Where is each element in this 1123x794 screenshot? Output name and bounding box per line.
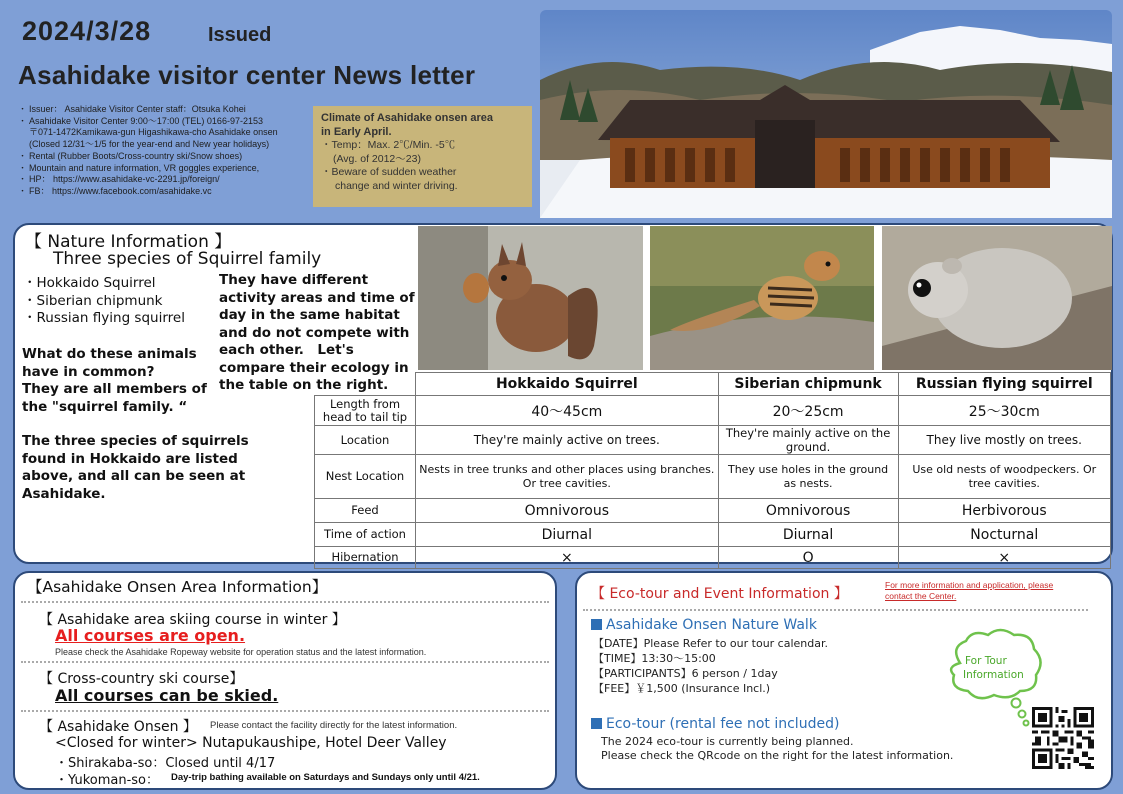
table-cell: Diurnal bbox=[718, 523, 898, 547]
table-cell: 20～25cm bbox=[718, 396, 898, 426]
hours-line: ・ Asahidake Visitor Center 9:00～17:00 (TEL) 0166-97-2153 bbox=[18, 116, 318, 128]
table-cell: They're mainly active on the ground. bbox=[718, 426, 898, 455]
divider bbox=[21, 661, 549, 663]
onsen-facility-note: Please contact the facility directly for the latest information. bbox=[210, 720, 458, 731]
table-cell: 25～30cm bbox=[898, 396, 1110, 426]
eco-tour-planning: The 2024 eco-tour is currently being planned. bbox=[601, 735, 854, 748]
row-label: Nest Location bbox=[315, 455, 416, 499]
nature-subheader: Three species of Squirrel family bbox=[53, 249, 322, 269]
issuer-line: ・ Issuer： Asahidake Visitor Center staff：Otsuka Kohei bbox=[18, 104, 318, 116]
issue-date: 2024/3/28 bbox=[22, 16, 152, 46]
walk-date: 【DATE】Please Refer to our tour calendar. bbox=[593, 637, 828, 650]
yukoman-label: ・Yukoman-so： bbox=[55, 773, 159, 788]
row-label: Time of action bbox=[315, 523, 416, 547]
table-cell: Diurnal bbox=[416, 523, 719, 547]
species-item: ・Siberian chipmunk bbox=[23, 292, 163, 309]
table-cell: × bbox=[416, 547, 719, 569]
bubble-text: For Tour bbox=[965, 655, 1007, 667]
species-item: ・Russian flying squirrel bbox=[23, 310, 185, 326]
climate-beware-2: change and winter driving. bbox=[335, 179, 458, 192]
climate-title-2: in Early April. bbox=[321, 126, 392, 138]
onsen-header: 【Asahidake Onsen Area Information】 bbox=[27, 578, 328, 596]
common-question-text: What do these animals have in common? bbox=[22, 346, 197, 380]
eco-tour-panel bbox=[575, 571, 1113, 790]
nature-walk-title bbox=[591, 617, 817, 633]
table-cell: Herbivorous bbox=[898, 499, 1110, 523]
page-title: Asahidake visitor center News letter bbox=[18, 60, 476, 90]
table-cell: × bbox=[898, 547, 1110, 569]
walk-time: 【TIME】13:30～15:00 bbox=[593, 652, 716, 665]
common-answer-text: They are all members of the "squirrel family. “ bbox=[22, 381, 207, 415]
climate-title: Climate of Asahidake onsen area bbox=[321, 112, 493, 124]
table-cell: Nocturnal bbox=[898, 523, 1110, 547]
table-cell: They use holes in the ground as nests. bbox=[718, 455, 898, 499]
shirakaba-status: ・Shirakaba-so：Closed until 4/17 bbox=[55, 756, 276, 771]
ropeway-note: Please check the Asahidake Ropeway website for operation status and the latest information. bbox=[55, 647, 427, 657]
column-header: Russian flying squirrel bbox=[898, 373, 1110, 396]
onsen-info-panel bbox=[13, 571, 557, 790]
table-cell: Omnivorous bbox=[416, 499, 719, 523]
nature-header: 【 Nature Information 】 bbox=[25, 232, 232, 252]
bubble-text-2: Information bbox=[963, 669, 1024, 681]
table-header-row bbox=[315, 373, 1111, 396]
xc-ski-status: All courses can be skied. bbox=[55, 686, 279, 705]
climate-beware: ・Beware of sudden weather bbox=[321, 166, 457, 178]
table-row bbox=[315, 523, 1111, 547]
eco-header: 【 Eco-tour and Event Information 】 bbox=[591, 586, 848, 602]
yukoman-note: Day-trip bathing available on Saturdays and Sundays only until 4/21. bbox=[171, 772, 480, 783]
nature-info-panel bbox=[13, 223, 1113, 564]
hokkaido-squirrel-photo bbox=[418, 226, 643, 370]
eco-tour-qr-note: Please check the QRcode on the right for the latest information. bbox=[601, 749, 954, 762]
eco-tour-title-text: Eco-tour (rental fee not included) bbox=[606, 716, 840, 732]
issuer-info-list bbox=[18, 104, 318, 198]
services-line: ・ Mountain and nature information, VR goggles experience, bbox=[18, 163, 318, 175]
bullet-square-icon bbox=[591, 718, 602, 729]
climate-box bbox=[313, 106, 532, 207]
table-corner bbox=[315, 373, 416, 396]
squirrel-comparison-table bbox=[314, 372, 1111, 569]
eco-tour-title bbox=[591, 716, 839, 732]
table-cell: They live mostly on trees. bbox=[898, 426, 1110, 455]
table-cell: Omnivorous bbox=[718, 499, 898, 523]
xc-ski-title: 【 Cross-country ski course】 bbox=[39, 671, 244, 687]
address-line: 〒071-1472Kamikawa-gun Higashikawa-cho Asahidake onsen bbox=[29, 127, 278, 138]
ski-course-title: 【 Asahidake area skiing course in winter 】 bbox=[39, 612, 346, 628]
activity-description: They have different activity areas and time of day in the same habitat and do not compete with each other. Let's compare their ecology in the table on the right. bbox=[219, 272, 415, 393]
common-question bbox=[22, 346, 222, 416]
facebook-link[interactable]: ・ FB： https://www.facebook.com/asahidake.vc bbox=[18, 186, 318, 198]
column-header: Siberian chipmunk bbox=[718, 373, 898, 396]
russian-flying-squirrel-photo bbox=[882, 226, 1112, 370]
walk-participants: 【PARTICIPANTS】6 person / 1day bbox=[593, 667, 778, 680]
closed-line: (Closed 12/31～1/5 for the year-end and New year holidays) bbox=[29, 139, 270, 150]
ski-course-status: All courses are open. bbox=[55, 626, 246, 645]
table-cell: O bbox=[718, 547, 898, 569]
table-cell: Use old nests of woodpeckers. Or tree cavities. bbox=[898, 455, 1110, 499]
divider bbox=[21, 710, 549, 712]
climate-temp: ・Temp：Max. 2℃/Min. -5℃ bbox=[321, 139, 456, 151]
homepage-link[interactable]: ・ HP： https://www.asahidake-vc-2291.jp/foreign/ bbox=[18, 174, 318, 186]
qr-code[interactable] bbox=[1032, 705, 1094, 771]
divider bbox=[583, 609, 1088, 611]
table-cell: Nests in tree trunks and other places using branches. Or tree cavities. bbox=[416, 455, 719, 499]
issued-label: Issued bbox=[208, 24, 272, 46]
rental-line: ・ Rental (Rubber Boots/Cross-country ski/Snow shoes) bbox=[18, 151, 318, 163]
climate-avg: (Avg. of 2012～23) bbox=[333, 152, 421, 165]
row-label: Location bbox=[315, 426, 416, 455]
table-cell: 40～45cm bbox=[416, 396, 719, 426]
species-item: ・Hokkaido Squirrel bbox=[23, 275, 156, 291]
row-label: Hibernation bbox=[315, 547, 416, 569]
siberian-chipmunk-photo bbox=[650, 226, 874, 370]
table-row bbox=[315, 499, 1111, 523]
onsen-facility-title: 【 Asahidake Onsen 】 bbox=[39, 719, 197, 735]
table-row bbox=[315, 426, 1111, 455]
table-cell: They're mainly active on trees. bbox=[416, 426, 719, 455]
bullet-square-icon bbox=[591, 619, 602, 630]
row-label: Feed bbox=[315, 499, 416, 523]
table-row bbox=[315, 396, 1111, 426]
table-row bbox=[315, 547, 1111, 569]
visitor-center-photo bbox=[540, 10, 1112, 218]
walk-fee: 【FEE】￥1,500 (Insurance Incl.) bbox=[593, 682, 771, 695]
divider bbox=[21, 601, 549, 603]
three-species-note: The three species of squirrels found in Hokkaido are listed above, and all can be seen at Asahidake. bbox=[22, 433, 249, 502]
row-label: Length from head to tail tip bbox=[315, 396, 416, 426]
more-info-note-2: contact the Center. bbox=[885, 591, 957, 601]
table-row bbox=[315, 455, 1111, 499]
more-info-note: For more information and application, please bbox=[885, 580, 1054, 590]
closed-facilities: <Closed for winter> Nutapukaushipe, Hotel Deer Valley bbox=[55, 735, 447, 751]
nature-walk-title-text: Asahidake Onsen Nature Walk bbox=[606, 617, 817, 633]
column-header: Hokkaido Squirrel bbox=[416, 373, 719, 396]
species-list bbox=[23, 275, 185, 328]
